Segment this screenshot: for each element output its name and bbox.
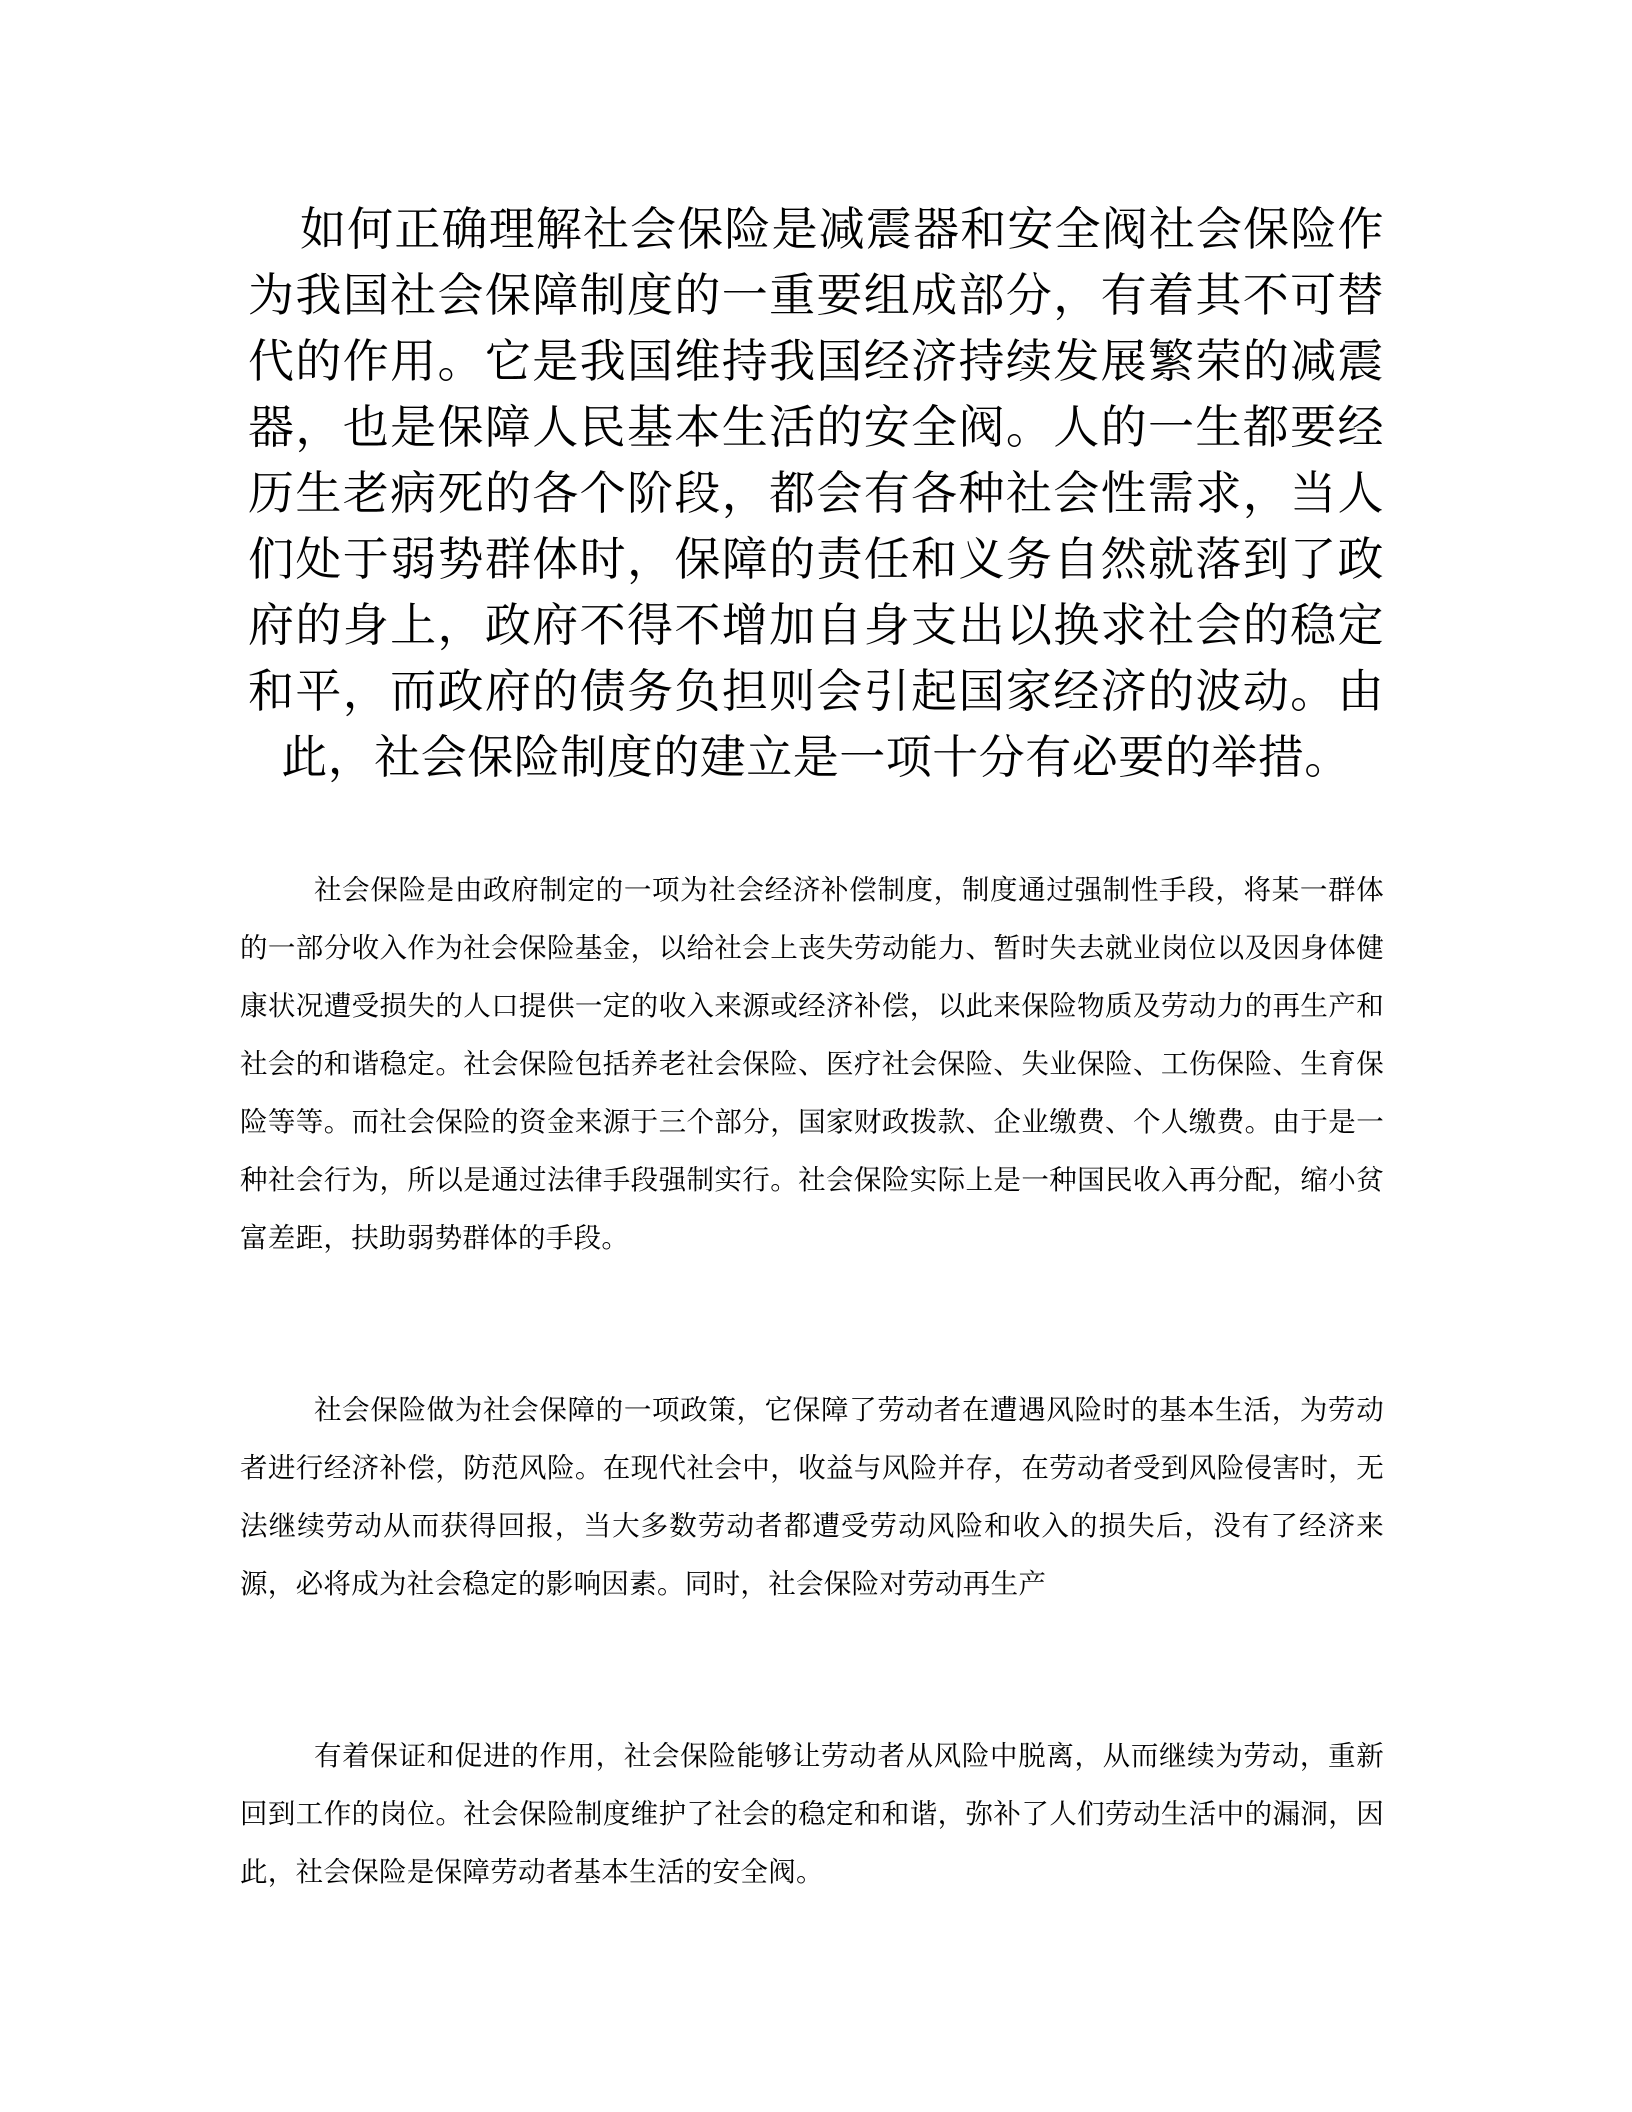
body-paragraph: 社会保险是由政府制定的一项为社会经济补偿制度，制度通过强制性手段，将某一群体的一部分收入作为社会保险基金，以给社会上丧失劳动能力、暂时失去就业岗位以及因身体健康状况遭受损失的人口提供一定的收入来源或经济补偿，以此来保险物质及劳动力的再生产和社会的和谐稳定。社会保险包括养老社会保险、医疗社会保险、失业保险、工伤保险、生育保险等等。而社会保险的资金来源于三个部分，国家财政拨款、企业缴费、个人缴费。由于是一种社会行为，所以是通过法律手段强制实行。社会保险实际上是一种国民收入再分配，缩小贫富差距，扶助弱势群体的手段。: [240, 874, 1384, 1254]
body-paragraph: 有着保证和促进的作用，社会保险能够让劳动者从风险中脱离，从而继续为劳动，重新回到工作的岗位。社会保险制度维护了社会的稳定和和谐，弥补了人们劳动生活中的漏洞，因此，社会保险是保障劳动者基本生活的安全阀。: [240, 1740, 1384, 1888]
document-title: 如何正确理解社会保险是减震器和安全阀社会保险作为我国社会保障制度的一重要组成部分，有着其不可替代的作用。它是我国维持我国经济持续发展繁荣的减震器，也是保障人民基本生活的安全阀。人的一生都要经历生老病死的各个阶段，都会有各种社会性需求，当人们处于弱势群体时，保障的责任和义务自然就落到了政府的身上，政府不得不增加自身支出以换求社会的稳定和平，而政府的债务负担则会引起国家经济的波动。由此，社会保险制度的建立是一项十分有必要的举措。: [248, 202, 1384, 784]
body-paragraph: 社会保险做为社会保障的一项政策，它保障了劳动者在遭遇风险时的基本生活，为劳动者进行经济补偿，防范风险。在现代社会中，收益与风险并存，在劳动者受到风险侵害时，无法继续劳动从而获得回报，当大多数劳动者都遭受劳动风险和收入的损失后，没有了经济来源，必将成为社会稳定的影响因素。同时，社会保险对劳动再生产: [240, 1394, 1384, 1600]
